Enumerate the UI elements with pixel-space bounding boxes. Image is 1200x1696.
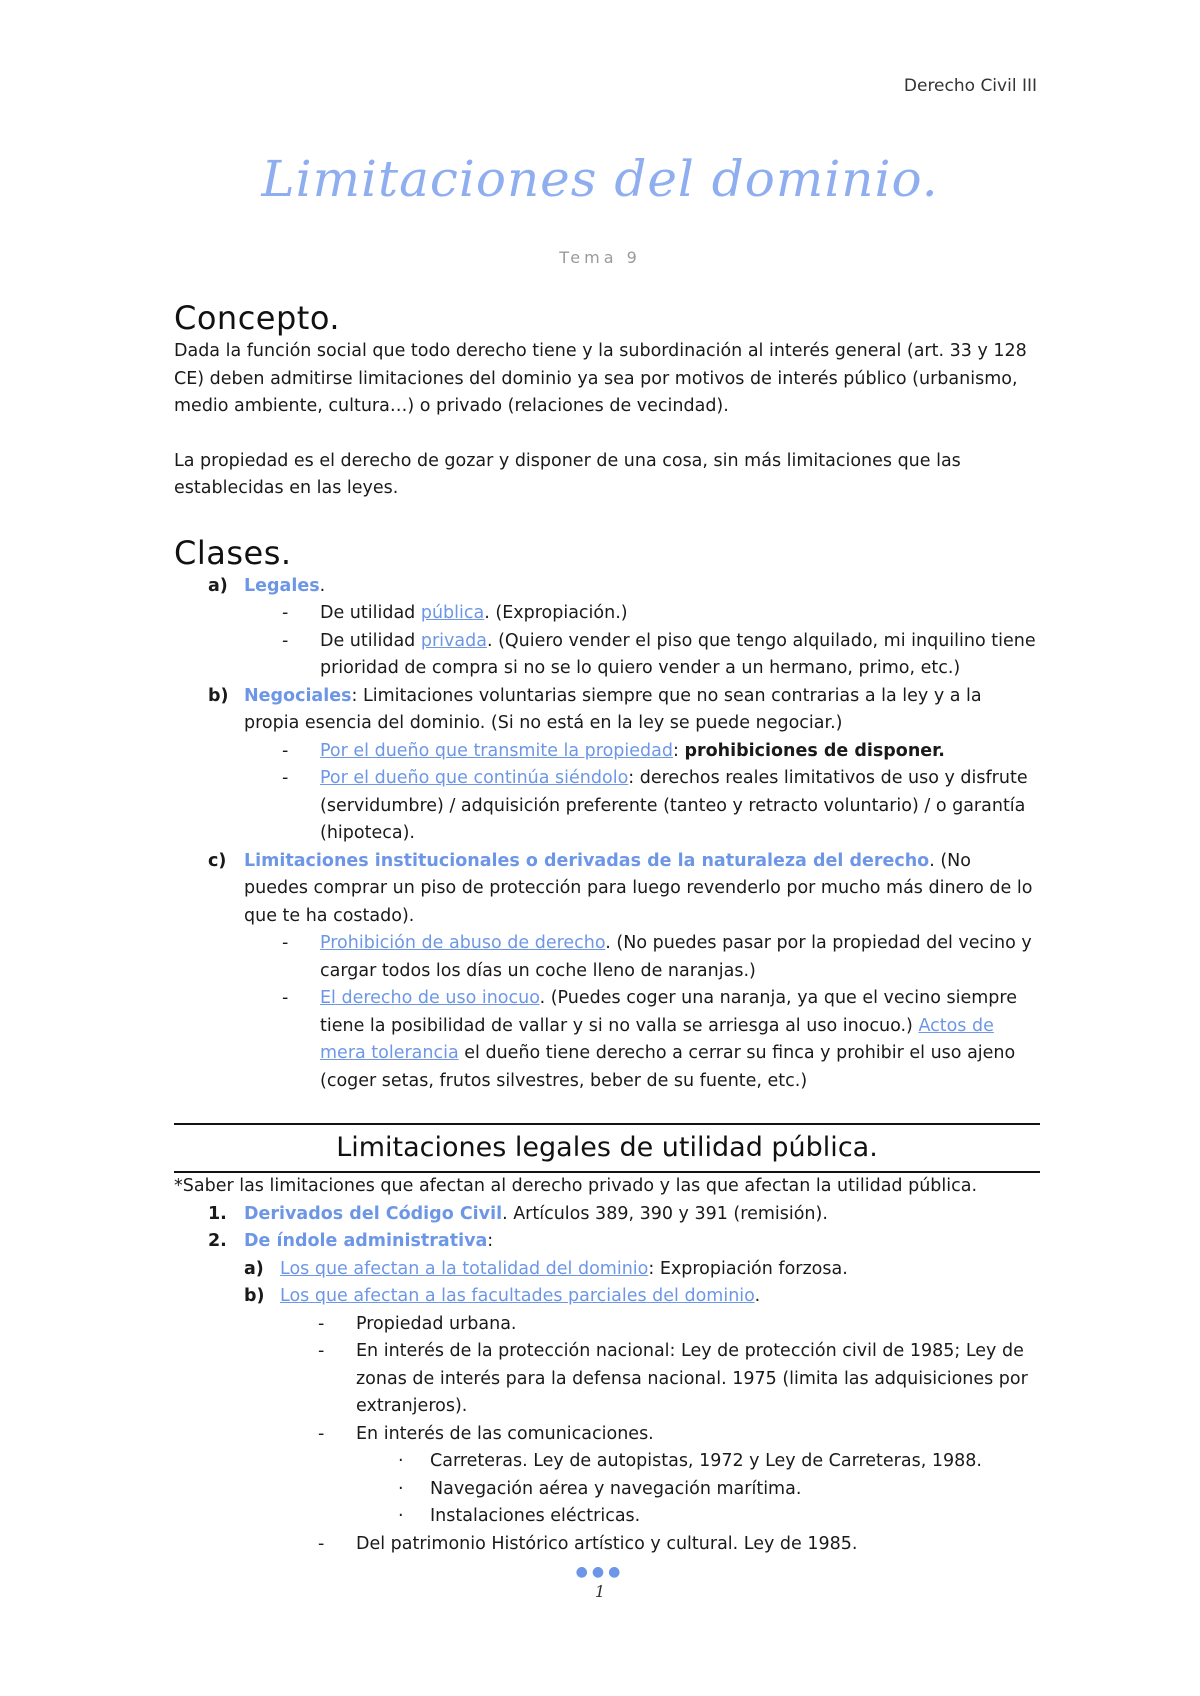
utilidad-dash-2: - En interés de la protección nacional: Ley de protección civil de 1985; Ley de zonas de interés para la defensa nacional. 1975 (limita las adquisiciones por extranjeros). <box>174 1338 1040 1421</box>
dash-marker: - <box>282 630 289 651</box>
utilidad-bullet-3: · Instalaciones eléctricas. <box>174 1503 1040 1531</box>
clases-item-b <box>174 683 1040 738</box>
document-title: Limitaciones del dominio. <box>261 150 939 208</box>
utilidad-dash-3: - En interés de las comunicaciones. <box>174 1421 1040 1449</box>
list-marker: 1. <box>208 1203 227 1224</box>
clases-c-text: . (No puedes comprar un piso de protección para luego revenderlo por mucho más dinero de lo que te ha costado). <box>244 850 1033 926</box>
clases-a-sub-1: - De utilidad pública. (Expropiación.) <box>174 600 1040 628</box>
document-content <box>174 298 1040 1558</box>
link-uso-inocuo[interactable]: El derecho de uso inocuo <box>320 988 540 1008</box>
clases-item-a <box>174 573 1040 601</box>
dash-marker: - <box>282 988 289 1008</box>
list-marker: a) <box>208 575 228 596</box>
page-number: 1 <box>594 1582 606 1601</box>
dash-marker: - <box>318 1341 325 1361</box>
dash-marker: - <box>282 740 289 761</box>
list-marker: b) <box>208 685 229 706</box>
document-subtitle: Tema 9 <box>559 248 641 267</box>
dash-marker: - <box>282 603 289 623</box>
utilidad-bullet-1: · Carreteras. Ley de autopistas, 1972 y Ley de Carreteras, 1988. <box>174 1448 1040 1476</box>
utilidad-item-2b: b) Los que afectan a las facultades parciales del dominio. <box>174 1283 1040 1311</box>
list-marker: a) <box>244 1258 264 1279</box>
dot-marker: · <box>398 1451 404 1471</box>
list-marker: b) <box>244 1286 265 1306</box>
link-totalidad-dominio[interactable]: Los que afectan a la totalidad del dominio <box>280 1258 649 1279</box>
course-header: Derecho Civil III <box>903 76 1037 96</box>
link-facultades-parciales[interactable]: Los que afectan a las facultades parciales del dominio <box>280 1286 755 1306</box>
link-dueno-transmite[interactable]: Por el dueño que transmite la propiedad <box>320 740 673 761</box>
dot-marker: · <box>398 1506 404 1526</box>
link-publica[interactable]: pública <box>420 603 485 623</box>
link-mera-tolerancia[interactable]: Actos de mera tolerancia <box>320 1015 994 1063</box>
dash-marker: - <box>318 1313 325 1334</box>
dash-marker: - <box>282 768 289 788</box>
link-privada[interactable]: privada <box>420 630 487 651</box>
concepto-paragraph-1: Dada la función social que todo derecho tiene y la subordinación al interés general (art. 33 y 128 CE) deben admitirse limitaciones del dominio ya sea por motivos de interés público (urbanismo, medio ambiente, cultura…) o privado (relaciones de vecindad). <box>174 341 1027 416</box>
clases-c-sub-1: - Prohibición de abuso de derecho. (No puedes pasar por la propiedad del vecino y cargar todos los días un coche lleno de naranjas.) <box>174 930 1040 985</box>
concepto-heading: Concepto. <box>174 299 341 337</box>
concepto-paragraph-2: La propiedad es el derecho de gozar y disponer de una cosa, sin más limitaciones que las establecidas en las leyes. <box>174 450 961 498</box>
dot-marker: · <box>398 1478 404 1499</box>
clases-b-sub-1: - Por el dueño que transmite la propiedad: prohibiciones de disponer. <box>174 738 1040 766</box>
clases-c-label: Limitaciones institucionales o derivadas de la naturaleza del derecho <box>244 850 930 871</box>
clases-c-sub-2: - El derecho de uso inocuo. (Puedes coger una naranja, ya que el vecino siempre tiene la posibilidad de vallar y si no valla se arriesga al uso inocuo.) Actos de mera tolerancia el dueño tiene derecho a cerrar su finca y prohibir el uso ajeno (coger setas, frutos silvestres, beber de su fuente, etc.) <box>174 985 1040 1095</box>
clases-b-sub-2: - Por el dueño que continúa siéndolo: derechos reales limitativos de uso y disfrute (servidumbre) / adquisición preferente (tanteo y retracto voluntario) / o garantía (hipoteca). <box>174 765 1040 848</box>
utilidad-bullet-2: · Navegación aérea y navegación marítima. <box>174 1476 1040 1504</box>
clases-a-label: Legales <box>244 575 320 596</box>
dash-marker: - <box>318 1533 325 1554</box>
link-abuso-derecho[interactable]: Prohibición de abuso de derecho <box>320 933 606 953</box>
clases-item-c <box>174 848 1040 931</box>
list-marker: 2. <box>208 1231 227 1251</box>
clases-b-label: Negociales <box>244 685 352 706</box>
utilidad-dash-1: - Propiedad urbana. <box>174 1311 1040 1339</box>
dash-marker: - <box>282 933 289 953</box>
clases-b-text: : Limitaciones voluntarias siempre que no sean contrarias a la ley y a la propia esencia del dominio. (Si no está en la ley se puede negociar.) <box>244 685 982 733</box>
list-marker: c) <box>208 850 227 871</box>
utilidad-note: *Saber las limitaciones que afectan al derecho privado y las que afectan la utilidad pública. <box>174 1176 978 1196</box>
clases-a-sub-2: - De utilidad privada. (Quiero vender el piso que tengo alquilado, mi inquilino tiene prioridad de compra si no se lo quiero vender a un hermano, primo, etc.) <box>174 628 1040 683</box>
utilidad-item-1: 1. Derivados del Código Civil. Artículos 389, 390 y 391 (remisión). <box>174 1201 1040 1229</box>
utilidad-dash-4: - Del patrimonio Histórico artístico y cultural. Ley de 1985. <box>174 1531 1040 1559</box>
utilidad-item-2: 2. De índole administrativa: <box>174 1228 1040 1256</box>
link-dueno-continua[interactable]: Por el dueño que continúa siéndolo <box>320 768 629 788</box>
utilidad-publica-heading: Limitaciones legales de utilidad pública. <box>174 1123 1040 1173</box>
clases-a-text: . <box>319 575 326 596</box>
clases-heading: Clases. <box>174 533 292 572</box>
utilidad-item-2a: a) Los que afectan a la totalidad del dominio: Expropiación forzosa. <box>174 1256 1040 1284</box>
footer-dots: ●●● <box>575 1564 625 1580</box>
dash-marker: - <box>318 1423 325 1444</box>
